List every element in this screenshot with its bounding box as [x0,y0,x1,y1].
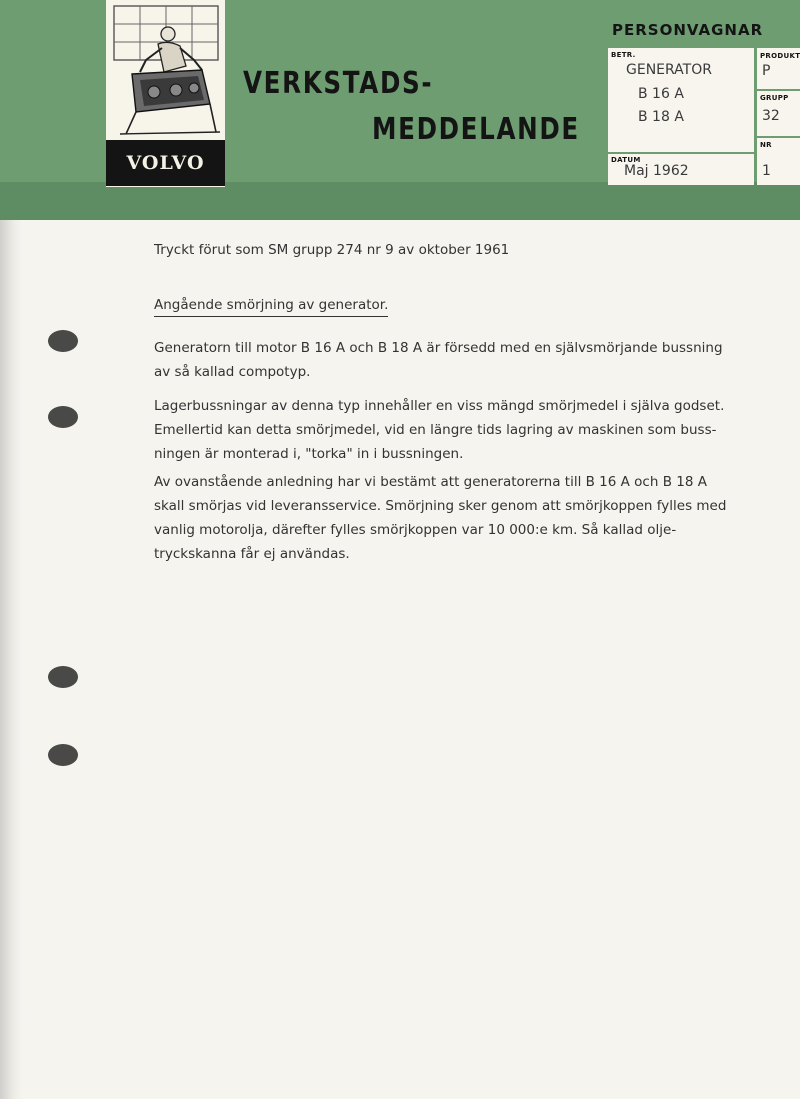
text-line: Generatorn till motor B 16 A och B 18 A är försedd med en självsmörjande bussning [154,340,723,356]
punch-hole [48,330,78,352]
paragraph-2 [154,394,734,466]
date-value: Maj 1962 [624,163,689,179]
text-line: av så kallad compotyp. [154,364,311,380]
punch-hole [48,744,78,766]
text-line: Emellertid kan detta smörjmedel, vid en längre tids lagring av maskinen som buss- [154,422,717,438]
nr-value: 1 [762,163,771,179]
header-bottom-strip [0,182,800,220]
section-heading: Angående smörjning av generator. [154,294,388,317]
reprint-note: Tryckt förut som SM grupp 274 nr 9 av oktober 1961 [154,242,510,258]
text-line: skall smörjas vid leveransservice. Smörjning sker genom att smörjkoppen fylles med [154,498,727,514]
datum-label: DATUM [611,156,641,164]
mechanic-illustration-icon [106,0,225,140]
text-line: Lagerbussningar av denna typ innehåller en viss mängd smörjmedel i själva godset. [154,398,725,414]
text-line: Av ovanstående anledning har vi bestämt att generatorerna till B 16 A och B 18 A [154,474,707,490]
divider [608,152,754,154]
category-label: PERSONVAGNAR [612,21,764,39]
nr-label: NR [760,141,772,149]
subject-line-1: GENERATOR [626,62,712,78]
subject-line-3: B 18 A [638,109,684,125]
divider [757,136,800,138]
divider [757,89,800,91]
punch-hole [48,666,78,688]
grupp-value: 32 [762,108,780,124]
paragraph-3 [154,470,734,566]
grupp-label: GRUPP [760,94,789,102]
betr-label: BETR. [611,51,636,59]
title-line-2: MEDDELANDE [372,112,580,147]
text-line: vanlig motorolja, därefter fylles smörjkoppen var 10 000:e km. Så kallad olje- [154,522,677,538]
paragraph-1 [154,336,734,384]
produkt-value: P [762,63,771,79]
text-line: ningen är monterad i, "torka" in i bussningen. [154,446,464,462]
punch-hole [48,406,78,428]
title-line-1: VERKSTADS- [243,66,434,101]
text-line: tryckskanna får ej användas. [154,546,350,562]
volvo-logo: VOLVO [106,140,225,186]
subject-line-2: B 16 A [638,86,684,102]
produkt-label: PRODUKT [760,52,800,60]
